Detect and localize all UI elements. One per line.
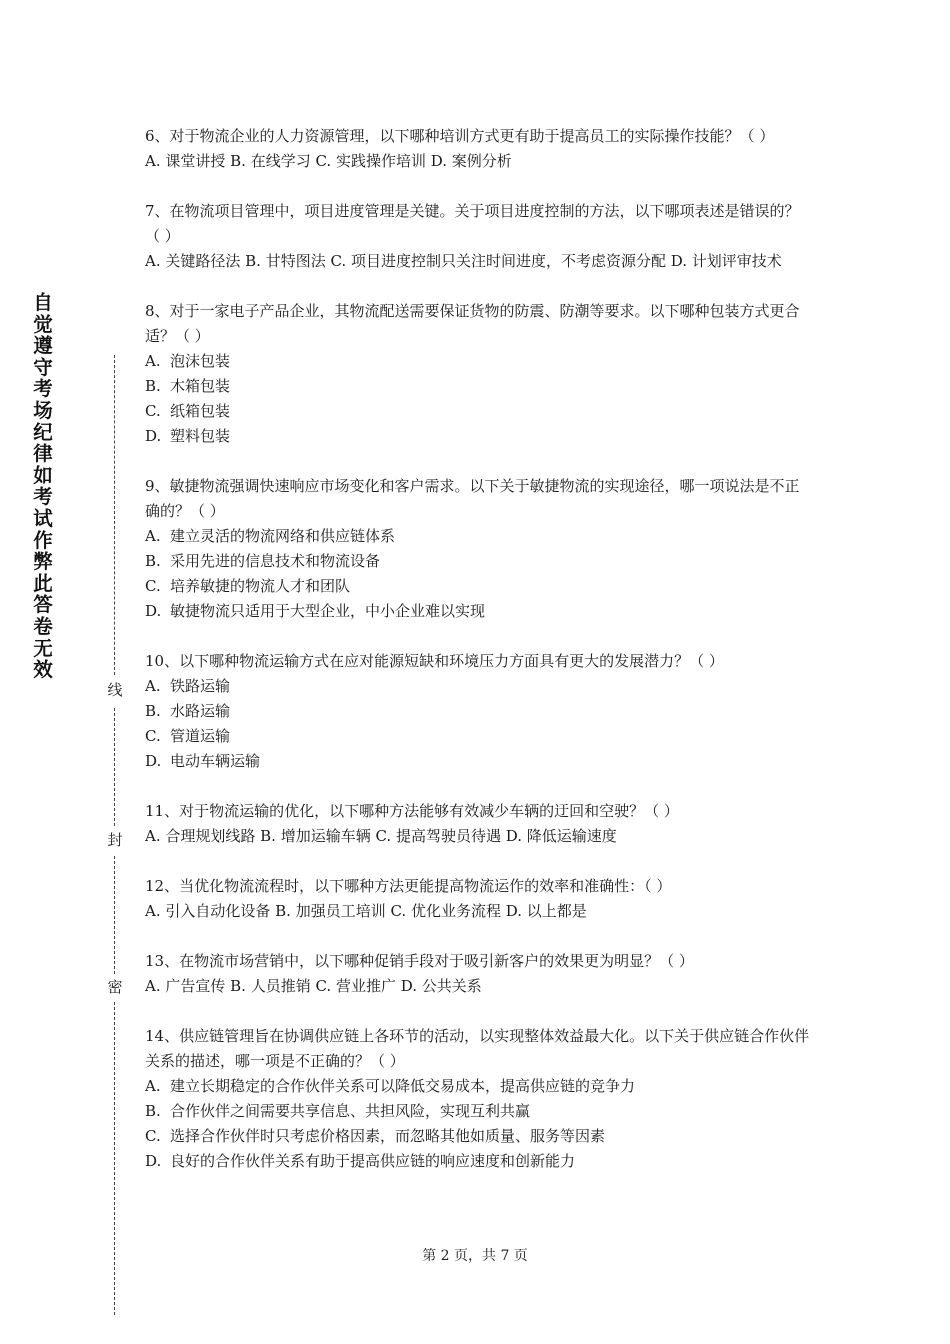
option-text: 采用先进的信息技术和物流设备 (170, 552, 381, 570)
option-letter: A. (145, 527, 161, 545)
question-item (145, 649, 810, 774)
option-item (145, 524, 810, 549)
option-item (145, 1074, 810, 1099)
question-item (145, 949, 810, 999)
option-text: 管道运输 (170, 727, 231, 745)
question-stem: 8、对于一家电子产品企业，其物流配送需要保证货物的防震、防潮等要求。以下哪种包装方式更合适？（ ） (145, 302, 800, 345)
question-stem: 9、敏捷物流强调快速响应市场变化和客户需求。以下关于敏捷物流的实现途径，哪一项说法是不正确的？（ ） (145, 477, 800, 520)
option-text: 铁路运输 (170, 677, 231, 695)
option-text: 塑料包装 (170, 427, 231, 445)
question-item (145, 124, 810, 174)
question-options: A. 引入自动化设备 B. 加强员工培训 C. 优化业务流程 D. 以上都是 (145, 902, 587, 920)
option-text: 泡沫包装 (170, 352, 231, 370)
option-letter: D. (145, 1152, 162, 1170)
question-stem: 13、在物流市场营销中，以下哪种促销手段对于吸引新客户的效果更为明显？（ ） (145, 952, 694, 970)
option-item (145, 374, 810, 399)
option-text: 敏捷物流只适用于大型企业，中小企业难以实现 (170, 602, 486, 620)
option-text: 培养敏捷的物流人才和团队 (170, 577, 351, 595)
option-letter: B. (145, 377, 161, 395)
option-item (145, 1099, 810, 1124)
option-text: 建立长期稳定的合作伙伴关系可以降低交易成本，提高供应链的竞争力 (170, 1077, 636, 1095)
question-stem: 6、对于物流企业的人力资源管理，以下哪种培训方式更有助于提高员工的实际操作技能？（ ） (145, 127, 775, 145)
option-text: 选择合作伙伴时只考虑价格因素，而忽略其他如质量、服务等因素 (170, 1127, 606, 1145)
option-letter: C. (145, 1127, 161, 1145)
option-text: 良好的合作伙伴关系有助于提高供应链的响应速度和创新能力 (170, 1152, 576, 1170)
option-letter: A. (145, 1077, 161, 1095)
question-item (145, 799, 810, 849)
option-letter: C. (145, 727, 161, 745)
option-item (145, 424, 810, 449)
option-item (145, 599, 810, 624)
option-letter: C. (145, 577, 161, 595)
option-letter: C. (145, 402, 161, 420)
question-options: A. 合理规划线路 B. 增加运输车辆 C. 提高驾驶员待遇 D. 降低运输速度 (145, 827, 617, 845)
question-options: A. 关键路径法 B. 甘特图法 C. 项目进度控制只关注时间进度，不考虑资源分配 D. 计划评审技术 (145, 252, 782, 270)
binding-dashed-line (114, 1002, 115, 1315)
option-letter: A. (145, 677, 161, 695)
binding-dashed-line (114, 856, 115, 974)
option-letter: D. (145, 427, 162, 445)
binding-label-line: 线 (105, 680, 125, 700)
option-item (145, 349, 810, 374)
option-item (145, 574, 810, 599)
option-text: 水路运输 (170, 702, 231, 720)
question-item (145, 1024, 810, 1174)
question-stem: 11、对于物流运输的优化，以下哪种方法能够有效减少车辆的迂回和空驶？（ ） (145, 802, 679, 820)
option-letter: D. (145, 752, 162, 770)
question-stem: 14、供应链管理旨在协调供应链上各环节的活动，以实现整体效益最大化。以下关于供应链合作伙伴关系的描述，哪一项是不正确的？（ ） (145, 1027, 810, 1070)
question-stem: 7、在物流项目管理中，项目进度管理是关键。关于项目进度控制的方法，以下哪项表述是错误的？（ ） (145, 202, 800, 245)
exam-discipline-warning: 自 觉 遵 守 考 场 纪 律 如 考 试 作 弊 此 答 卷 无 效 (33, 291, 53, 682)
option-letter: D. (145, 602, 162, 620)
option-text: 合作伙伴之间需要共享信息、共担风险，实现互利共赢 (170, 1102, 531, 1120)
question-item (145, 474, 810, 624)
question-item (145, 874, 810, 924)
option-letter: B. (145, 552, 161, 570)
binding-dashed-line (114, 708, 115, 826)
binding-dashed-line (114, 355, 115, 675)
option-item (145, 674, 810, 699)
option-item (145, 699, 810, 724)
option-text: 建立灵活的物流网络和供应链体系 (170, 527, 396, 545)
question-list (145, 124, 810, 1199)
question-stem: 10、以下哪种物流运输方式在应对能源短缺和环境压力方面具有更大的发展潜力？（ ） (145, 652, 724, 670)
option-text: 纸箱包装 (170, 402, 231, 420)
option-letter: B. (145, 702, 161, 720)
option-text: 木箱包装 (170, 377, 231, 395)
option-item (145, 1124, 810, 1149)
option-letter: A. (145, 352, 161, 370)
option-item (145, 749, 810, 774)
question-item (145, 199, 810, 274)
binding-label-seal: 封 (105, 830, 125, 850)
option-item (145, 724, 810, 749)
question-options: A. 广告宣传 B. 人员推销 C. 营业推广 D. 公共关系 (145, 977, 482, 995)
option-text: 电动车辆运输 (170, 752, 261, 770)
question-options: A. 课堂讲授 B. 在线学习 C. 实践操作培训 D. 案例分析 (145, 152, 512, 170)
binding-label-secret: 密 (105, 977, 125, 997)
option-letter: B. (145, 1102, 161, 1120)
option-item (145, 549, 810, 574)
question-item (145, 299, 810, 449)
page-footer: 第 2 页，共 7 页 (422, 1248, 528, 1264)
option-item (145, 1149, 810, 1174)
question-stem: 12、当优化物流流程时，以下哪种方法更能提高物流运作的效率和准确性：（ ） (145, 877, 672, 895)
option-item (145, 399, 810, 424)
